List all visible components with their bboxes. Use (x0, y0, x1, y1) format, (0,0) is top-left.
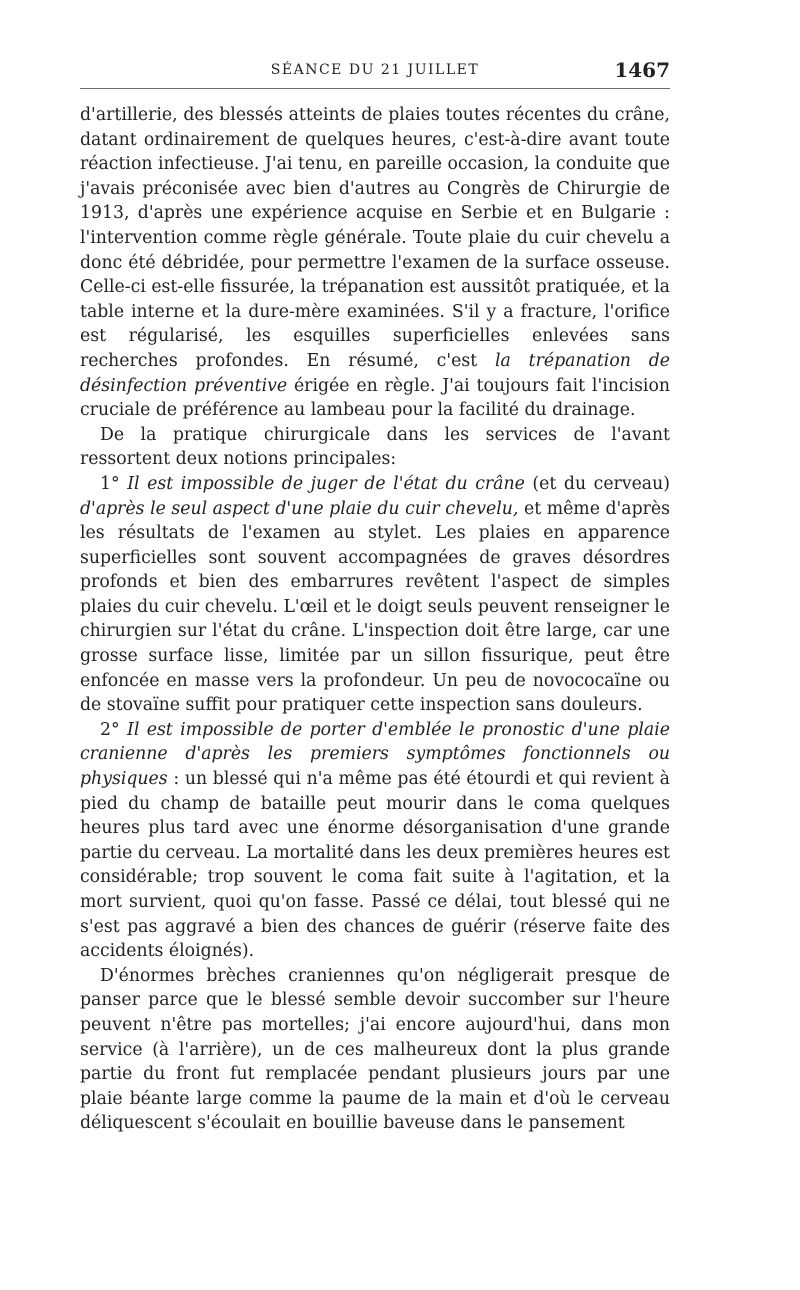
text-segment: D'énormes brèches craniennes qu'on négligerait presque de panser parce que le blessé semble devoir succomber sur l'heure peuvent n'être pas mortelles; j'ai encore aujourd'hui, dans mon service (à l'arrière), un de ces malheureux dont la plus grande partie du front fut remplacée pendant plusieurs jours par une plaie béante large comme la paume de la main et d'où le cerveau déliquescent s'écoulait en bouillie baveuse dans le pansement (80, 965, 670, 1134)
running-header (80, 52, 670, 88)
paragraph (80, 423, 670, 472)
text-segment: et même d'après les résultats de l'examen au stylet. Les plaies en apparence superficielles sont souvent accompagnées de graves désordres profonds et bien des embarrures revêtent l'aspect de simples plaies du cuir chevelu. L'œil et le doigt seuls peuvent renseigner le chirurgien sur l'état du crâne. L'inspection doit être large, car une grosse surface lisse, limitée par un sillon fissurique, peut être enfoncée en masse vers la profondeur. Un peu de novococaïne ou de stovaïne suffit pour pratiquer cette inspection sans douleurs. (80, 498, 670, 716)
text-segment: érigée en règle. J'ai toujours fait l'incision cruciale de préférence au lambeau pour la facilité du drainage. (80, 375, 670, 421)
page-number: 1467 (614, 58, 670, 82)
text-segment: 1° (100, 473, 128, 494)
text-segment: d'artillerie, des blessés atteints de plaies toutes récentes du crâne, datant ordinairement de quelques heures, c'est-à-dire avant toute réaction infectieuse. J'ai tenu, en pareille occasion, la conduite que j'avais préconisée avec bien d'autres au Congrès de Chirurgie de 1913, d'après une expérience acquise en Serbie et en Bulgarie : l'intervention comme règle générale. Toute plaie du cuir chevelu a donc été débridée, pour permettre l'examen de la surface osseuse. Celle-ci est-elle fissurée, la trépanation est aussitôt pratiquée, et la table interne et la dure-mère examinées. S'il y a fracture, l'orifice est régularisé, les esquilles superficielles enlevées sans recherches profondes. En résumé, c'est (80, 105, 670, 371)
document-page (80, 52, 670, 1136)
paragraph (80, 103, 670, 423)
text-segment: De la pratique chirurgicale dans les services de l'avant ressortent deux notions principales: (80, 424, 670, 470)
running-title: SÉANCE DU 21 JUILLET (270, 62, 480, 78)
italic-text-segment: Il est impossible de porter d'emblée le pronostic d'une plaie cranienne d'après les premiers symptômes fonctionnels ou physiques (80, 719, 670, 790)
text-segment: : un blessé qui n'a même pas été étourdi et qui revient à pied du champ de bataille peut mourir dans le coma quelques heures plus tard avec une énorme désorganisation d'une grande partie du cerveau. La mortalité dans les deux premières heures est considérable; trop souvent le coma fait suite à l'agitation, et la mort survient, quoi qu'on fasse. Passé ce délai, tout blessé qui ne s'est pas aggravé a bien des chances de guérir (réserve faite des accidents éloignés). (80, 769, 670, 962)
text-segment: (et du cerveau) (524, 473, 670, 494)
body-text (80, 103, 670, 1136)
paragraph (80, 718, 670, 964)
paragraph (80, 964, 670, 1136)
italic-text-segment: d'après le seul aspect d'une plaie du cuir chevelu, (80, 498, 519, 519)
paragraph (80, 472, 670, 718)
text-segment: 2° (100, 719, 127, 740)
header-rule (80, 88, 670, 89)
italic-text-segment: la trépanation de désinfection préventive (80, 350, 670, 396)
italic-text-segment: Il est impossible de juger de l'état du crâne (127, 473, 525, 494)
